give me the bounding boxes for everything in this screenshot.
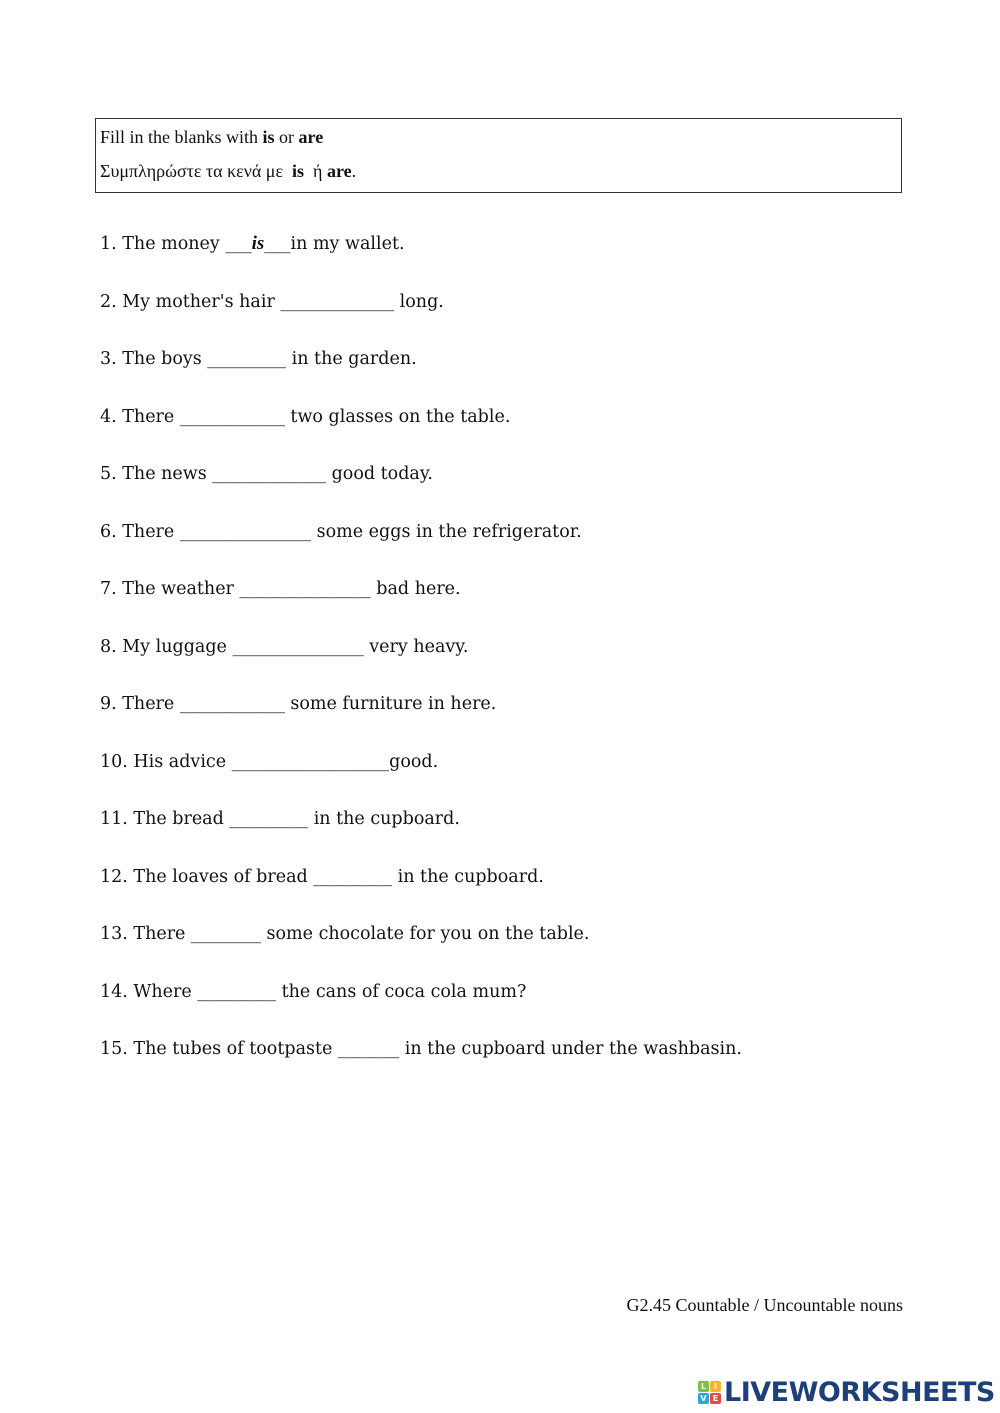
text: .	[351, 161, 357, 181]
exercise-item	[100, 573, 742, 631]
exercise-item	[100, 401, 742, 459]
item-text: 2. My mother's hair _____________ long.	[100, 291, 444, 312]
text: are	[326, 161, 352, 181]
text: is	[262, 127, 275, 147]
exercise-item	[100, 688, 742, 746]
exercise-item	[100, 516, 742, 574]
item-text: 11. The bread _________ in the cupboard.	[100, 809, 460, 829]
text: or	[274, 127, 299, 147]
logo-tile: L	[698, 1381, 709, 1392]
item-text: 9. There ____________ some furniture in here.	[100, 694, 497, 714]
exercise-item	[100, 631, 742, 689]
item-text: 5. The news _____________ good today.	[100, 464, 433, 484]
exercise-item	[100, 803, 742, 861]
item-text: ___in my wallet.	[264, 234, 405, 254]
item-text: 8. My luggage _______________ very heavy.	[100, 636, 469, 657]
exercise-item	[100, 976, 742, 1034]
text: are	[298, 127, 324, 147]
logo-tiles-icon	[698, 1381, 721, 1404]
answer-blank[interactable]: is	[251, 233, 265, 254]
instruction-english	[100, 123, 897, 157]
exercise-list	[100, 228, 742, 1091]
liveworksheets-logo	[698, 1377, 995, 1408]
text: Συμπληρώστε τα κενά με	[100, 161, 293, 181]
item-text: 15. The tubes of tootpaste _______ in the cupboard under the washbasin.	[100, 1039, 742, 1059]
logo-tile: V	[698, 1393, 709, 1404]
logo-text: LIVEWORKSHEETS	[724, 1377, 995, 1408]
text: ή	[304, 161, 327, 181]
item-text: 1. The money ___	[100, 234, 252, 254]
exercise-item	[100, 918, 742, 976]
footer-label: G2.45 Countable / Uncountable nouns	[626, 1295, 903, 1315]
logo-tile: E	[710, 1393, 721, 1404]
text: Fill in the blanks with	[100, 127, 263, 147]
instructions-box	[95, 118, 902, 193]
item-text: 6. There _______________ some eggs in the refrigerator.	[100, 521, 582, 542]
item-text: 4. There ____________ two glasses on the table.	[100, 406, 511, 427]
item-text: 12. The loaves of bread _________ in the cupboard.	[100, 866, 544, 887]
exercise-item	[100, 228, 742, 286]
exercise-item	[100, 458, 742, 516]
exercise-item	[100, 1033, 742, 1091]
exercise-item	[100, 343, 742, 401]
item-text: 13. There ________ some chocolate for you on the table.	[100, 924, 590, 944]
exercise-item	[100, 861, 742, 919]
instruction-greek	[100, 157, 897, 191]
item-text: 14. Where _________ the cans of coca cola mum?	[100, 981, 527, 1002]
exercise-item	[100, 286, 742, 344]
exercise-item	[100, 746, 742, 804]
item-text: 10. His advice __________________good.	[100, 751, 439, 772]
logo-tile: I	[710, 1381, 721, 1392]
text: is	[292, 161, 305, 181]
item-text: 3. The boys _________ in the garden.	[100, 349, 417, 369]
item-text: 7. The weather _______________ bad here.	[100, 579, 461, 599]
